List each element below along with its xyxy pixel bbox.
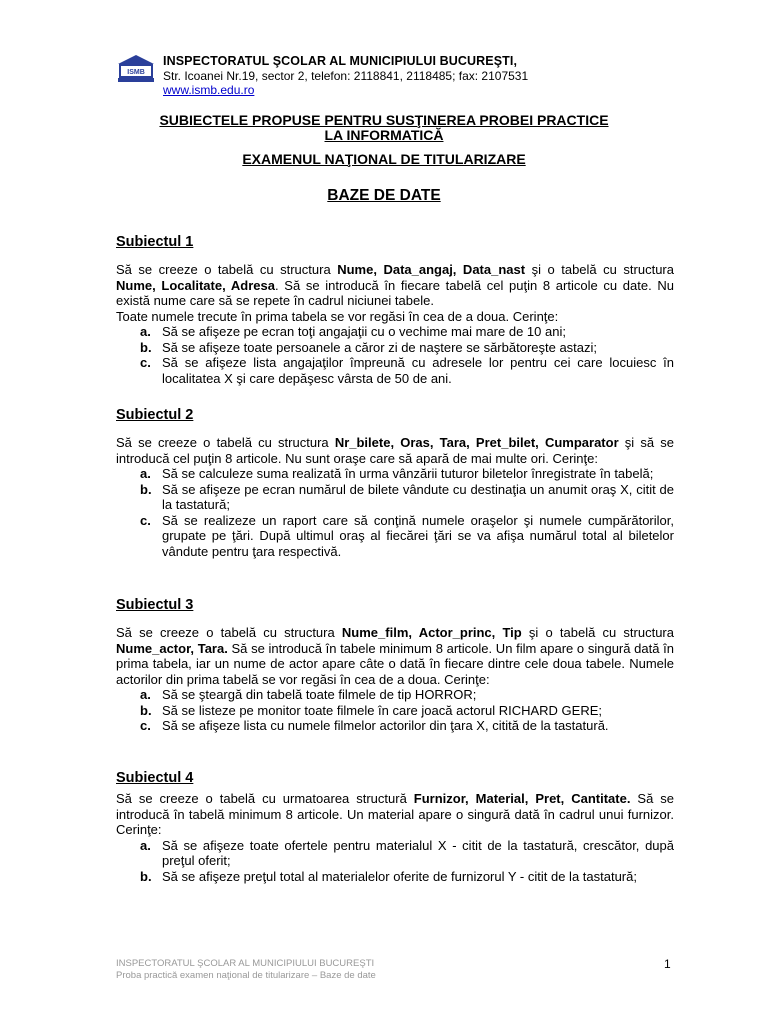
- subject-4: [116, 770, 674, 884]
- page-number: 1: [664, 957, 671, 971]
- subject-2-heading: Subiectul 2: [116, 407, 194, 423]
- letterhead: [163, 54, 703, 97]
- list-item: a. Să se afişeze pe ecran toţi angajaţii cu o vechime mai mare de 10 ani;: [140, 324, 566, 339]
- list-item: b. Să se afişeze preţul total al materialelor oferite de furnizorul Y - citit de la tastatură;: [140, 868, 637, 884]
- subject-1-text: Să se creeze o tabelă cu structura Nume, Data_angaj, Data_nast şi o tabelă cu structura Nume, Localitate, Adresa. Să se introducă în fiecare tabelă cel puţin 8 articole cu date. Nu există nume care să se repete în cadrul niciunei tabele.: [116, 262, 674, 308]
- subject-3: [116, 597, 674, 734]
- subject-2: [116, 407, 674, 559]
- subject-2-text: Să se creeze o tabelă cu structura Nr_bilete, Oras, Tara, Pret_bilet, Cumparator şi să se introducă cel puţin 8 articole. Nu sunt oraşe care să apară de mai multe ori. Cerinţe:: [116, 435, 674, 466]
- list-item: c. Să se afişeze lista cu numele filmelor actorilor din ţara X, citită de la tastatură.: [140, 718, 609, 733]
- subject-1-heading: Subiectul 1: [116, 234, 194, 250]
- ismb-logo: [116, 54, 156, 84]
- subject-1-requirements-intro: Toate numele trecute în prima tabela se vor regăsi în cea de a doua. Cerinţe:: [116, 308, 559, 324]
- footer-line-1: INSPECTORATUL ŞCOLAR AL MUNICIPIULUI BUCUREŞTI: [116, 958, 375, 969]
- title-line-2: LA INFORMATICĂ: [324, 127, 444, 143]
- organization-address: Str. Icoanei Nr.19, sector 2, telefon: 2118841, 2118485; fax: 2107531: [163, 69, 529, 83]
- subject-1: [116, 234, 674, 386]
- list-item: a. Să se calculeze suma realizată în urma vânzării tuturor biletelor înregistrate în tabelă;: [140, 466, 654, 481]
- subject-4-heading: Subiectul 4: [116, 770, 194, 786]
- footer-line-2: Proba practică examen naţional de titularizare – Baze de date: [116, 970, 376, 981]
- list-item: a. Să se şteargă din tabelă toate filmele de tip HORROR;: [140, 687, 477, 702]
- list-item: c. Să se afişeze lista angajaţilor împreună cu adresele lor pentru cei care locuiesc în localitatea X şi care depăşesc vârsta de 50 de ani.: [140, 355, 674, 386]
- page-footer: [116, 958, 674, 982]
- logo-text: ISMB: [127, 69, 145, 76]
- list-item: b. Să se afişeze toate persoanele a căror zi de naştere se sărbătoreşte astazi;: [140, 339, 598, 355]
- subject-3-heading: Subiectul 3: [116, 597, 194, 613]
- subject-4-text: Să se creeze o tabelă cu urmatoarea structură Furnizor, Material, Pret, Cantitate. Să se introducă în tabelă minimum 8 articole. Un material apare o singură dată în cadrul unui furnizor. Cerinţe:: [116, 791, 674, 837]
- title-line-3: EXAMENUL NAŢIONAL DE TITULARIZARE: [242, 151, 526, 167]
- title-line-1: SUBIECTELE PROPUSE PENTRU SUSŢINEREA PROBEI PRACTICE: [159, 112, 609, 128]
- list-item: c. Să se realizeze un raport care să conţină numele oraşelor şi numele cumpărătorilor, grupate pe ţări. După ultimul oraş al fiecărei ţări se va afişa numărul total al biletelor vândute pentru ţara respectivă.: [140, 512, 674, 559]
- list-item: b. Să se afişeze pe ecran numărul de bilete vândute cu destinaţia un anumit oraş X, citit de la tastatură;: [140, 481, 674, 512]
- subject-3-text: Să se creeze o tabelă cu structura Nume_film, Actor_princ, Tip şi o tabelă cu structura Nume_actor, Tara. Să se introducă în tabele minimum 8 articole. Un film apare o singură dată în prima tabela, iar un nume de actor apare câte o dată în fiecare dintre cele doua tabele. Numele actorilor din prima tabelă se vor regăsi în cea de a doua. Cerinţe:: [116, 625, 674, 687]
- website-link[interactable]: www.ismb.edu.ro: [163, 83, 255, 97]
- organization-name: INSPECTORATUL ŞCOLAR AL MUNICIPIULUI BUCUREŞTI,: [163, 54, 518, 68]
- main-title: BAZE DE DATE: [327, 187, 441, 204]
- list-item: a. Să se afişeze toate ofertele pentru materialul X - citit de la tastatură, crescător, după preţul oferit;: [140, 837, 674, 868]
- list-item: b. Să se listeze pe monitor toate filmele în care joacă actorul RICHARD GERE;: [140, 702, 603, 718]
